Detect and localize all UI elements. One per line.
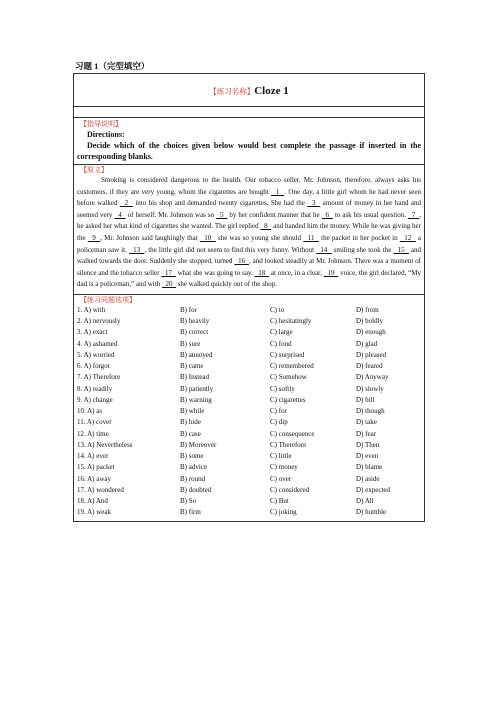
option-row	[77, 429, 421, 440]
option-choice: C) money	[270, 463, 298, 472]
answer-blank: 7	[407, 210, 420, 219]
option-choice: 1. A) with	[77, 305, 106, 314]
option-choice: C) fond	[270, 339, 292, 348]
option-choice: D) take	[356, 418, 377, 427]
answer-blank: 20	[161, 280, 176, 289]
option-choice: 19. A) weak	[77, 508, 112, 517]
answer-blank: 2	[119, 199, 133, 208]
option-choice: 4. A) ashamed	[77, 339, 118, 348]
option-choice: B) patiently	[180, 384, 214, 393]
option-choice: C) softly	[270, 384, 295, 393]
option-choice: B) heavily	[180, 317, 210, 326]
option-choice: B) annoyed	[180, 350, 213, 359]
option-row	[77, 372, 421, 383]
option-row	[77, 327, 421, 338]
option-choice: D) enough	[356, 328, 386, 337]
passage-segment: and handed him the money. While he was giving her the	[77, 222, 421, 242]
option-choice: D) even	[356, 452, 379, 461]
option-row	[77, 451, 421, 462]
passage-segment: , he asked her what kind of cigarettes she wanted. The girl replied	[77, 210, 422, 231]
answer-blank: 12	[399, 233, 416, 242]
passage-segment: , the little girl did not seem to find this very funny. Without	[144, 245, 317, 254]
option-row	[77, 406, 421, 417]
option-choice: 17. A) wondered	[77, 485, 124, 494]
option-choice: 7. A) Therefore	[77, 373, 121, 382]
option-row	[77, 316, 421, 327]
passage-text	[77, 175, 421, 291]
passage-segment: what she was going to say.	[175, 268, 255, 277]
passage-segment: smiling she took the	[331, 245, 394, 254]
passage-segment: by her confident manner that he	[227, 210, 322, 219]
option-choice: D) pleased	[356, 350, 387, 359]
exercise-title: Cloze 1	[254, 85, 289, 97]
answer-blank: 15	[393, 245, 409, 254]
passage-segment: amount of money in her hand and seemed very	[77, 199, 422, 219]
option-row	[77, 350, 421, 361]
option-choice: 13. A) Nevertheless	[77, 440, 133, 449]
option-choice: C) dip	[270, 418, 288, 427]
answer-blank: 3	[307, 199, 321, 208]
option-row	[77, 496, 421, 507]
option-choice: 8. A) readily	[77, 384, 113, 393]
option-choice: B) case	[180, 429, 201, 438]
passage-segment: , and looked steadily at Mr. Johnson. There was a moment of silence and the tobacco seller	[77, 257, 422, 277]
title-cell	[74, 74, 425, 107]
option-choice: C) joking	[270, 508, 297, 517]
option-choice: C) to	[270, 305, 285, 314]
answer-blank: 1	[271, 187, 285, 196]
passage-segment: she walked quickly out of the shop.	[175, 280, 278, 289]
option-choice: 9. A) change	[77, 395, 113, 404]
option-choice: 5. A) worried	[77, 350, 115, 359]
option-row	[77, 474, 421, 485]
option-row	[77, 361, 421, 372]
option-choice: C) little	[270, 452, 292, 461]
option-choice: B) sure	[180, 339, 201, 348]
option-choice: C) large	[270, 328, 293, 337]
option-row	[77, 485, 421, 496]
answer-blank: 6	[321, 210, 333, 219]
option-choice: B) Instead	[180, 373, 209, 382]
answer-blank: 14	[316, 245, 332, 254]
answer-blank: 4	[114, 210, 126, 219]
passage-segment: the packet in her pocket in	[318, 233, 400, 242]
page-heading: 习题 1（完型填空）	[75, 61, 150, 71]
option-choice: C) Somehow	[270, 373, 307, 382]
option-choice: D) expected	[356, 485, 391, 494]
option-choice: C) But	[270, 497, 289, 506]
directions-heading: Directions:	[87, 130, 125, 139]
passage-section	[74, 165, 425, 295]
option-choice: 2. A) nervously	[77, 317, 121, 326]
option-row	[77, 507, 421, 518]
option-choice: C) remembered	[270, 362, 314, 371]
option-row	[77, 462, 421, 473]
option-choice: B) hide	[180, 418, 201, 427]
option-choice: 10. A) as	[77, 407, 103, 416]
option-choice: C) consequence	[270, 429, 315, 438]
answer-blank: 9	[87, 233, 101, 242]
answer-blank: 16	[234, 257, 249, 266]
option-choice: B) while	[180, 407, 205, 416]
passage-segment: to ask his usual question.	[332, 210, 408, 219]
option-choice: D) glad	[356, 339, 378, 348]
option-choice: B) Moreover	[180, 440, 217, 449]
passage-segment: and walked towards the door. Suddenly she stopped, turned	[77, 245, 422, 266]
directions-text: Decide which of the choices given below would best complete the passage if inserted in the corresponding blanks.	[77, 141, 421, 161]
option-row	[77, 417, 421, 428]
guide-section	[74, 118, 425, 165]
option-choice: B) advice	[180, 463, 208, 472]
option-choice: D) though	[356, 407, 385, 416]
option-choice: D) slowly	[356, 384, 384, 393]
exercise-table	[73, 73, 425, 522]
option-choice: C) considered	[270, 485, 310, 494]
options-label: 【练习同题选项】	[80, 295, 136, 304]
option-choice: B) correct	[180, 328, 209, 337]
option-choice: B) warning	[180, 395, 212, 404]
option-choice: B) some	[180, 452, 204, 461]
option-choice: C) over	[270, 474, 292, 483]
passage-segment: of herself. Mr. Johnson was so	[125, 210, 217, 219]
option-choice: 6. A) forgot	[77, 362, 110, 371]
answer-blank: 5	[216, 210, 228, 219]
option-row	[77, 395, 421, 406]
option-row	[77, 440, 421, 451]
option-choice: 11. A) cover	[77, 418, 112, 427]
option-choice: C) cigarettes	[270, 395, 306, 404]
passage-segment: she was so young she should	[215, 233, 304, 242]
passage-label: 【原文】	[80, 166, 108, 174]
title-tag: 【练习名称】	[209, 87, 255, 96]
answer-blank: 8	[260, 222, 272, 231]
option-choice: D) bill	[356, 395, 375, 404]
option-choice: C) hesitatingly	[270, 317, 312, 326]
option-row	[77, 339, 421, 350]
option-row	[77, 305, 421, 316]
option-choice: C) surprised	[270, 350, 305, 359]
options-list	[77, 305, 421, 519]
answer-blank: 19	[323, 268, 339, 277]
option-choice: B) round	[180, 474, 206, 483]
passage-segment: voice, the girl declared, “My dad is a policeman,” and with	[77, 268, 422, 289]
option-choice: D) feared	[356, 362, 383, 371]
option-choice: B) came	[180, 362, 204, 371]
options-section	[74, 294, 425, 521]
passage-segment: a policeman saw it.	[77, 233, 422, 254]
option-choice: D) from	[356, 305, 379, 314]
option-choice: 18. A) And	[77, 497, 108, 506]
passage-segment: Smoking is considered dangerous to the health. Our tobacco seller, Mr. Johnson, therefore, always asks his customers, if they are very young, whom the cigarettes are bought	[77, 176, 421, 196]
guide-label: 【指导说明】	[80, 120, 122, 128]
option-choice: D) humble	[356, 508, 387, 517]
option-choice: B) for	[180, 305, 197, 314]
answer-blank: 17	[161, 268, 176, 277]
answer-blank: 13	[128, 245, 145, 254]
option-choice: D) Then	[356, 440, 380, 449]
passage-segment: . One day, a little girl whom he had never seen before walked	[77, 187, 422, 208]
passage-segment: into his shop and demanded twenty cigarettes. She had the	[132, 199, 308, 208]
option-choice: 16. A) away	[77, 474, 112, 483]
option-choice: 14. A) ever	[77, 452, 109, 461]
answer-blank: 18	[254, 268, 270, 277]
passage-segment: , Mr. Johnson said laughingly that	[100, 233, 200, 242]
option-choice: D) Anyway	[356, 373, 389, 382]
option-choice: B) So	[180, 497, 197, 506]
option-choice: D) boldly	[356, 317, 384, 326]
spacer-row	[74, 107, 425, 118]
answer-blank: 10	[199, 233, 216, 242]
passage-segment: at once, in a clear,	[269, 268, 324, 277]
option-choice: 12. A) time	[77, 429, 109, 438]
option-choice: C) for	[270, 407, 287, 416]
option-choice: D) blame	[356, 463, 383, 472]
option-choice: 15. A) packet	[77, 463, 115, 472]
option-choice: B) firm	[180, 508, 201, 517]
option-choice: D) All	[356, 497, 374, 506]
option-choice: 3. A) exact	[77, 328, 108, 337]
option-row	[77, 384, 421, 395]
option-choice: B) doubted	[180, 485, 212, 494]
option-choice: C) Therefore	[270, 440, 307, 449]
option-choice: D) fear	[356, 429, 377, 438]
option-choice: D) aside	[356, 474, 380, 483]
answer-blank: 11	[303, 233, 319, 242]
